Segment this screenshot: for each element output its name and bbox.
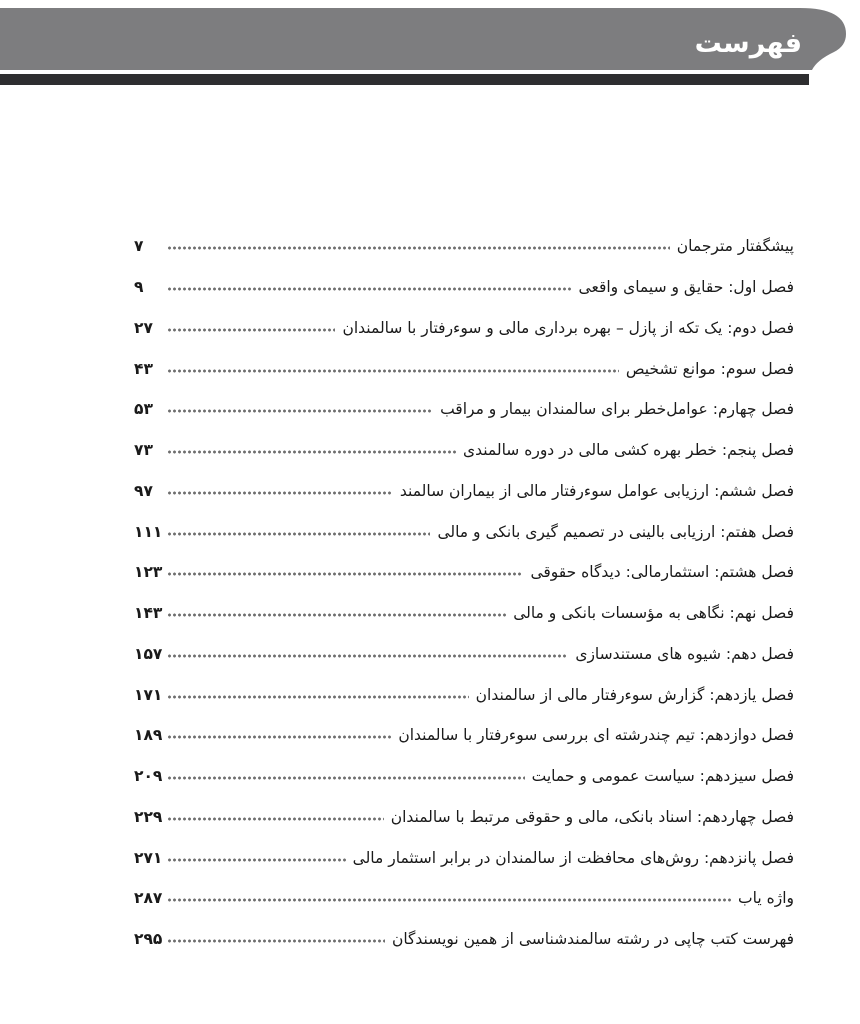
toc-entry[interactable] [134,878,794,919]
toc-entry-title: فصل اول: حقایق و سیمای واقعی [578,278,794,297]
toc-entry[interactable] [134,715,794,756]
toc-entry-title: پیشگفتار مترجمان [676,237,794,256]
toc-entry-title: فصل چهاردهم: اسناد بانکی، مالی و حقوقی مرتبط با سالمندان [390,807,794,826]
toc-entry-page-number: ۲۰۹ [134,767,163,786]
toc-entry-page-number: ۲۸۷ [134,889,163,908]
toc-leader-dots [167,654,568,658]
toc-leader-dots [167,939,385,943]
toc-entry[interactable] [134,919,794,960]
toc-leader-dots [167,817,384,821]
toc-entry[interactable] [134,308,794,349]
toc-entry-title: فصل پنجم: خطر بهره کشی مالی در دوره سالمندی [462,441,794,460]
toc-entry-title: فصل چهارم: عوامل‌خطر برای سالمندان بیمار و مراقب [440,400,794,419]
toc-entry-page-number: ۱۱۱ [134,522,163,541]
toc-entry-title: فصل ششم: ارزیابی عوامل سوءرفتار مالی از بیماران سالمند [399,481,794,500]
toc-leader-dots [167,572,523,576]
toc-entry-page-number: ۱۲۳ [134,563,163,582]
toc-leader-dots [167,613,506,617]
toc-entry-title: فصل پانزدهم: روش‌های محافظت از سالمندان در برابر استثمار مالی [352,848,794,867]
toc-entry-title: فصل دوازدهم: تیم چندرشته ای بررسی سوءرفتار با سالمندان [398,726,794,745]
toc-entry[interactable] [134,634,794,675]
toc-leader-dots [167,287,572,291]
toc-entry-page-number: ۷۳ [134,441,153,460]
toc-entry-title: فهرست کتب چاپی در رشته سالمندشناسی از همین نویسندگان [391,930,794,949]
table-of-contents [134,226,794,960]
toc-leader-dots [167,491,393,495]
toc-entry-page-number: ۴۳ [134,359,153,378]
toc-entry[interactable] [134,348,794,389]
toc-entry-title: فصل سوم: موانع تشخیص [625,359,794,378]
toc-entry-title: فصل هشتم: استثمار‌مالی: دیدگاه حقوقی [530,563,794,582]
toc-leader-dots [167,328,335,332]
toc-entry-page-number: ۲۲۹ [134,807,163,826]
toc-entry-page-number: ۲۹۵ [134,930,163,949]
toc-entry[interactable] [134,471,794,512]
toc-entry-page-number: ۱۵۷ [134,644,163,663]
toc-entry[interactable] [134,430,794,471]
toc-entry-page-number: ۲۷ [134,318,153,337]
toc-leader-dots [167,898,731,902]
toc-leader-dots [167,532,430,536]
toc-entry-title: واژه یاب [738,889,794,908]
toc-entry[interactable] [134,511,794,552]
page-title: فهرست [694,28,802,59]
toc-entry-page-number: ۱۷۱ [134,685,163,704]
toc-entry[interactable] [134,226,794,267]
toc-entry-title: فصل سیزدهم: سیاست عمومی و حمایت [531,767,794,786]
toc-entry-title: فصل دهم: شیوه های مستندسازی [575,644,794,663]
toc-leader-dots [167,369,619,373]
toc-leader-dots [167,695,469,699]
toc-entry-page-number: ۵۳ [134,400,153,419]
toc-entry-page-number: ۷ [134,237,144,256]
toc-leader-dots [167,409,433,413]
toc-entry-title: فصل دوم: یک تکه از پازل – بهره برداری مالی و سوءرفتار با سالمندان [342,318,794,337]
toc-entry[interactable] [134,552,794,593]
toc-entry[interactable] [134,756,794,797]
toc-leader-dots [167,246,670,250]
toc-entry-page-number: ۱۴۳ [134,604,163,623]
toc-leader-dots [167,858,346,862]
toc-entry[interactable] [134,389,794,430]
toc-entry-title: فصل نهم: نگاهی به مؤسسات بانکی و مالی [513,604,794,623]
toc-entry-title: فصل هفتم: ارزیابی بالینی در تصمیم گیری بانکی و مالی [437,522,794,541]
toc-entry-page-number: ۲۷۱ [134,848,163,867]
toc-leader-dots [167,735,391,739]
toc-entry[interactable] [134,674,794,715]
toc-leader-dots [167,776,525,780]
toc-entry-page-number: ۹۷ [134,481,153,500]
toc-entry[interactable] [134,797,794,838]
toc-entry-title: فصل یازدهم: گزارش سوءرفتار مالی از سالمندان [475,685,794,704]
header-banner [0,8,860,90]
toc-entry[interactable] [134,837,794,878]
toc-entry[interactable] [134,267,794,308]
toc-entry[interactable] [134,593,794,634]
toc-leader-dots [167,450,456,454]
toc-entry-page-number: ۹ [134,278,144,297]
toc-entry-page-number: ۱۸۹ [134,726,163,745]
